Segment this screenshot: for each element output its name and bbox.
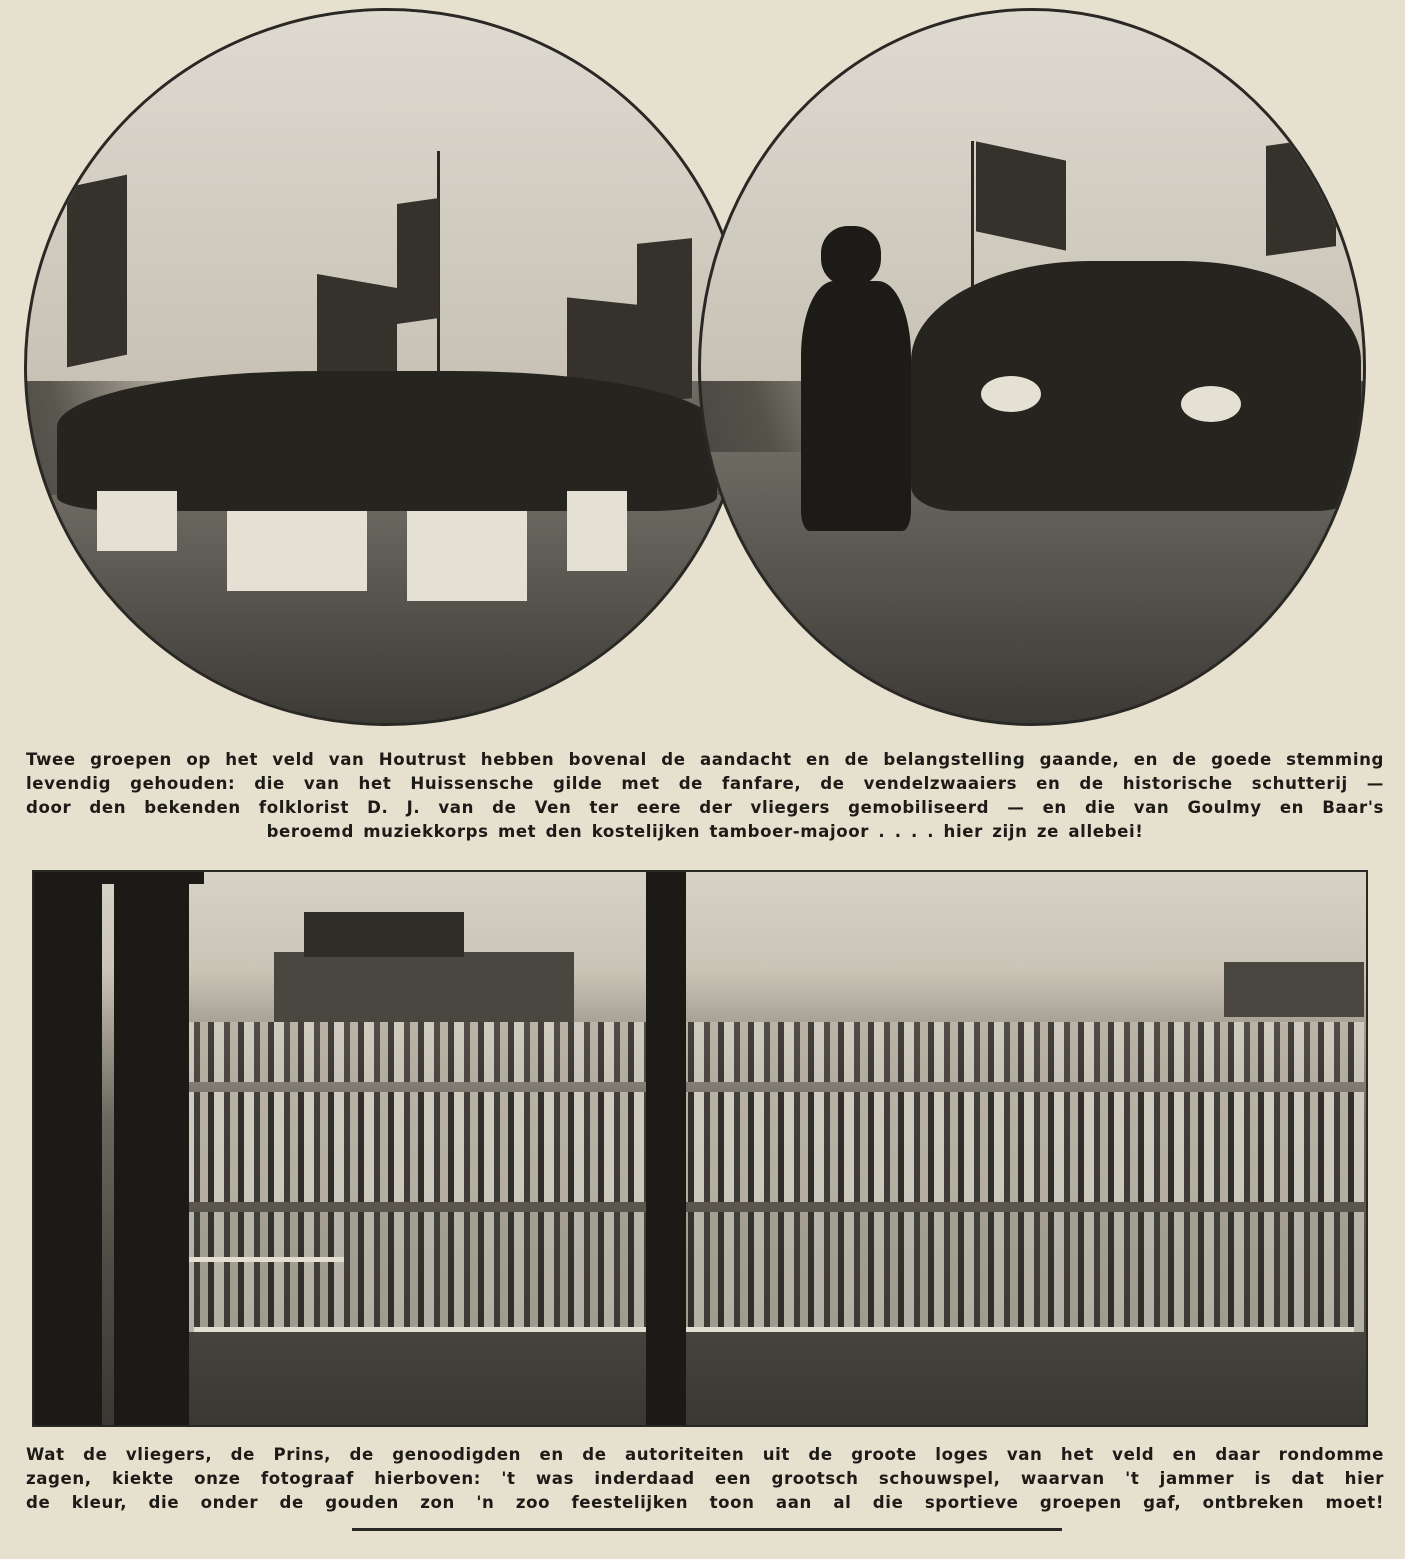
caption-line: de kleur, die onder de gouden zon 'n zoo feestelijken toon aan al die sportieve groepen gaf, ontbreken moet! [26, 1493, 1384, 1512]
white-trousers [97, 491, 177, 551]
caption-line: door den bekenden folklorist D. J. van de Ven ter eere der vliegers gemobiliseerd — en die van Goulmy en Baar's [26, 798, 1384, 817]
guild-members [57, 371, 717, 511]
flag-pole [971, 141, 974, 291]
pavilion-roof [304, 912, 464, 957]
caption-line: beroemd muziekkorps met den kostelijken tamboer-majoor . . . . hier zijn ze allebei! [266, 822, 1144, 841]
fence-rail [184, 1257, 344, 1262]
foreground-post [646, 872, 686, 1427]
divider-rule [352, 1528, 1062, 1531]
flag [67, 175, 127, 368]
drum [981, 376, 1041, 412]
bottom-caption [26, 1443, 1384, 1515]
foreground-beam [34, 872, 204, 884]
flag [397, 198, 439, 324]
stadium-field-photo [32, 870, 1368, 1427]
foreground-post [114, 872, 189, 1427]
caption-line: Twee groepen op het veld van Houtrust hebben bovenal de aandacht en de belangstelling gaande, en de goede stemming [26, 750, 1384, 769]
bearskin-hat [821, 226, 881, 286]
white-trousers [567, 491, 627, 571]
flag [976, 141, 1066, 250]
participants [184, 1092, 1364, 1202]
fence-rail [194, 1327, 1354, 1332]
grandstand [274, 952, 574, 1022]
flag [637, 238, 692, 404]
grandstand [1224, 962, 1364, 1017]
drum-major [801, 281, 911, 531]
top-caption [26, 748, 1384, 844]
guild-photo [24, 8, 750, 726]
flag [1266, 136, 1336, 256]
drum [1181, 386, 1241, 422]
white-trousers [227, 511, 367, 591]
caption-line: levendig gehouden: die van het Huissensche gilde met de fanfare, de vendelzwaaiers en de historische schutterij — [26, 774, 1384, 793]
foreground-post [34, 872, 102, 1427]
marching-band-photo [698, 8, 1366, 726]
marching-groups [184, 1212, 1364, 1332]
caption-line: zagen, kiekte onze fotograaf hierboven: 't was inderdaad een grootsch schouwspel, waarvan 't jammer is dat hier [26, 1469, 1384, 1488]
caption-line: Wat de vliegers, de Prins, de genoodigden en de autoriteiten uit de groote loges van het veld en daar rondomme [26, 1445, 1384, 1464]
white-trousers [407, 511, 527, 601]
spectators [184, 1022, 1364, 1082]
band-members [911, 261, 1361, 511]
